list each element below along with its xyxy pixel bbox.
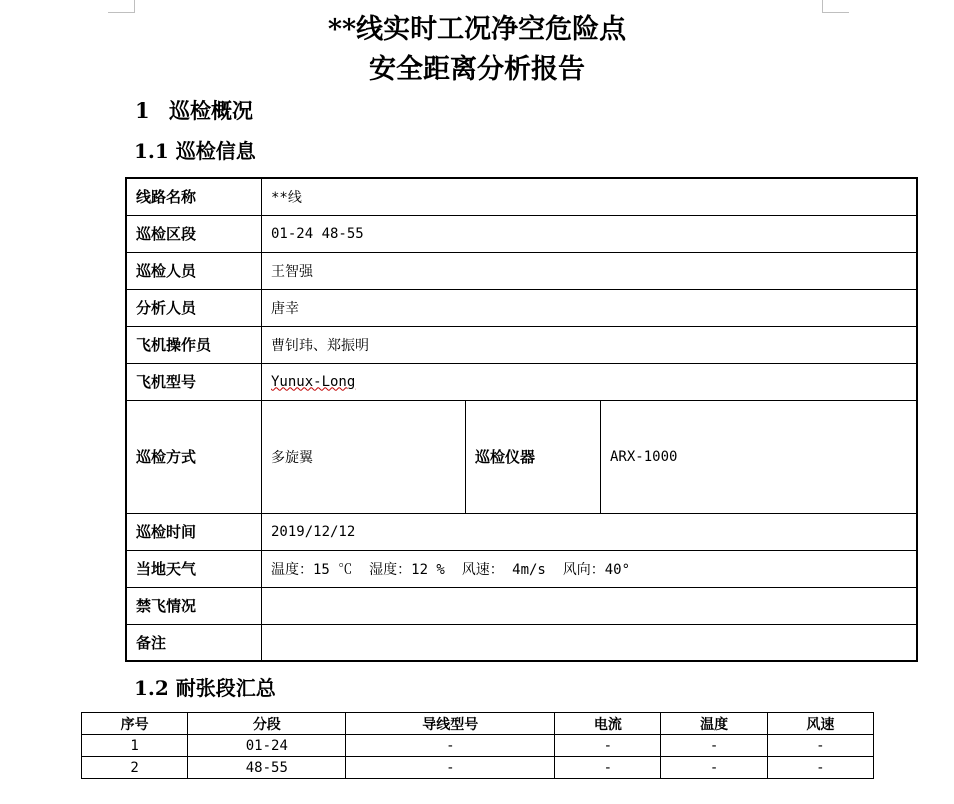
line-name-label: 线路名称	[126, 178, 262, 215]
aircraft-model-text: Yunux-Long	[271, 373, 356, 390]
table-cell: 2	[82, 757, 188, 779]
table-cell: -	[661, 757, 767, 779]
line-name-value: **线	[262, 178, 918, 215]
weather-label: 当地天气	[126, 550, 262, 587]
segment-summary-table	[81, 712, 874, 779]
section-number: 1	[135, 98, 150, 123]
header-temperature: 温度	[661, 713, 767, 735]
analyst-value: 唐幸	[262, 289, 918, 326]
table-row	[126, 178, 917, 215]
table-row	[126, 363, 917, 400]
table-row	[126, 326, 917, 363]
weather-value: 温度：15 ℃ 湿度：12 % 风速： 4m/s 风向：40°	[262, 550, 918, 587]
table-cell: -	[346, 735, 555, 757]
header-index: 序号	[82, 713, 188, 735]
subsection-heading-1-2: 1.2 耐张段汇总	[134, 676, 276, 700]
table-cell: 1	[82, 735, 188, 757]
section-heading-1	[135, 96, 253, 126]
table-row	[126, 215, 917, 252]
header-wind-speed: 风速	[767, 713, 873, 735]
instrument-value: ARX-1000	[601, 400, 918, 513]
table-row	[126, 252, 917, 289]
table-row	[126, 550, 917, 587]
section-value: 01-24 48-55	[262, 215, 918, 252]
table-cell: -	[661, 735, 767, 757]
report-title-line1: **线实时工况净空危险点	[327, 14, 627, 45]
table-cell: -	[555, 757, 661, 779]
remarks-value	[262, 624, 918, 661]
header-current: 电流	[555, 713, 661, 735]
table-cell: 48-55	[188, 757, 346, 779]
table-row	[126, 587, 917, 624]
section-label: 巡检区段	[126, 215, 262, 252]
no-fly-label: 禁飞情况	[126, 587, 262, 624]
inspection-info-table	[125, 177, 918, 662]
table-row	[126, 624, 917, 661]
method-value: 多旋翼	[262, 400, 466, 513]
subsection-heading-1-1: 1.1 巡检信息	[134, 139, 256, 163]
time-value: 2019/12/12	[262, 513, 918, 550]
table-header-row	[82, 713, 874, 735]
inspector-value: 王智强	[262, 252, 918, 289]
table-row	[126, 289, 917, 326]
operator-label: 飞机操作员	[126, 326, 262, 363]
aircraft-model-label: 飞机型号	[126, 363, 262, 400]
table-cell: -	[767, 757, 873, 779]
table-row	[126, 400, 917, 513]
table-row	[82, 735, 874, 757]
header-segment: 分段	[188, 713, 346, 735]
time-label: 巡检时间	[126, 513, 262, 550]
table-cell: -	[346, 757, 555, 779]
table-cell: 01-24	[188, 735, 346, 757]
table-row	[126, 513, 917, 550]
instrument-label: 巡检仪器	[466, 400, 601, 513]
operator-value: 曹钊玮、郑振明	[262, 326, 918, 363]
method-label: 巡检方式	[126, 400, 262, 513]
analyst-label: 分析人员	[126, 289, 262, 326]
table-row	[82, 757, 874, 779]
table-cell: -	[555, 735, 661, 757]
inspector-label: 巡检人员	[126, 252, 262, 289]
report-title-line2: 安全距离分析报告	[369, 54, 585, 85]
section-title: 巡检概况	[169, 98, 253, 123]
no-fly-value	[262, 587, 918, 624]
header-conductor-type: 导线型号	[346, 713, 555, 735]
table-cell: -	[767, 735, 873, 757]
aircraft-model-value	[262, 363, 918, 400]
remarks-label: 备注	[126, 624, 262, 661]
